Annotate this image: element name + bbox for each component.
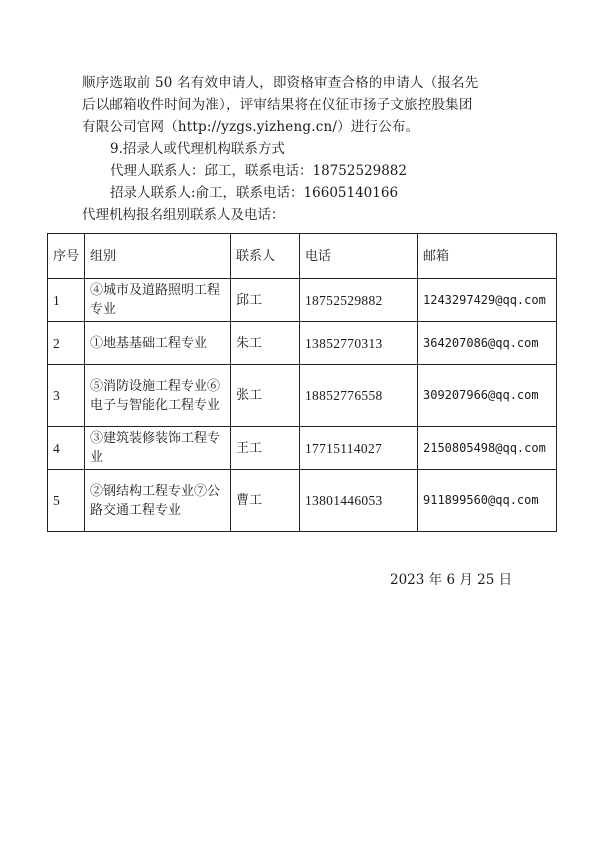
- cell-group: ④城市及道路照明工程专业: [85, 279, 231, 322]
- cell-email: 364207086@qq.com: [418, 322, 557, 365]
- cell-group: ③建筑装修装饰工程专业: [85, 427, 231, 470]
- table-row: [48, 365, 557, 427]
- cell-email: 1243297429@qq.com: [418, 279, 557, 322]
- header-index: 序号: [48, 234, 85, 279]
- header-phone: 电话: [300, 234, 418, 279]
- group-contacts-intro: 代理机构报名组别联系人及电话：: [82, 207, 285, 223]
- cell-index: 4: [48, 427, 85, 470]
- paragraph-line-3: 有限公司官网（http://yzgs.yizheng.cn/）进行公布。: [82, 119, 420, 135]
- section-heading: 9.招录人或代理机构联系方式: [110, 141, 285, 157]
- cell-phone: 13801446053: [300, 470, 418, 532]
- cell-email: 2150805498@qq.com: [418, 427, 557, 470]
- cell-contact: 张工: [231, 365, 300, 427]
- cell-email: 911899560@qq.com: [418, 470, 557, 532]
- header-email: 邮箱: [418, 234, 557, 279]
- table-row: [48, 470, 557, 532]
- paragraph-line-2: 后以邮箱收件时间为准），评审结果将在仪征市扬子文旅控股集团: [82, 97, 473, 113]
- cell-phone: 17715114027: [300, 427, 418, 470]
- table-header-row: [48, 234, 557, 279]
- header-group: 组别: [85, 234, 231, 279]
- document-date: 2023 年 6 月 25 日: [390, 572, 513, 588]
- cell-index: 3: [48, 365, 85, 427]
- cell-contact: 曹工: [231, 470, 300, 532]
- table-row: [48, 279, 557, 322]
- cell-index: 5: [48, 470, 85, 532]
- header-contact: 联系人: [231, 234, 300, 279]
- cell-group: ⑤消防设施工程专业⑥电子与智能化工程专业: [85, 365, 231, 427]
- cell-index: 1: [48, 279, 85, 322]
- cell-index: 2: [48, 322, 85, 365]
- cell-email: 309207966@qq.com: [418, 365, 557, 427]
- cell-group: ①地基基础工程专业: [85, 322, 231, 365]
- cell-phone: 18852776558: [300, 365, 418, 427]
- cell-phone: 13852770313: [300, 322, 418, 365]
- paragraph-line-1: 顺序选取前 50 名有效申请人，即资格审查合格的申请人（报名先: [82, 75, 479, 91]
- group-contacts-table: [47, 233, 557, 532]
- cell-group: ②钢结构工程专业⑦公路交通工程专业: [85, 470, 231, 532]
- cell-contact: 王工: [231, 427, 300, 470]
- cell-phone: 18752529882: [300, 279, 418, 322]
- selection-paragraph: [82, 72, 522, 138]
- recruiter-contact-line: 招录人联系人:俞工，联系电话：16605140166: [110, 185, 399, 201]
- cell-contact: 邱工: [231, 279, 300, 322]
- table-row: [48, 427, 557, 470]
- agent-contact-line: 代理人联系人：邱工，联系电话：18752529882: [110, 163, 407, 179]
- cell-contact: 朱工: [231, 322, 300, 365]
- table-row: [48, 322, 557, 365]
